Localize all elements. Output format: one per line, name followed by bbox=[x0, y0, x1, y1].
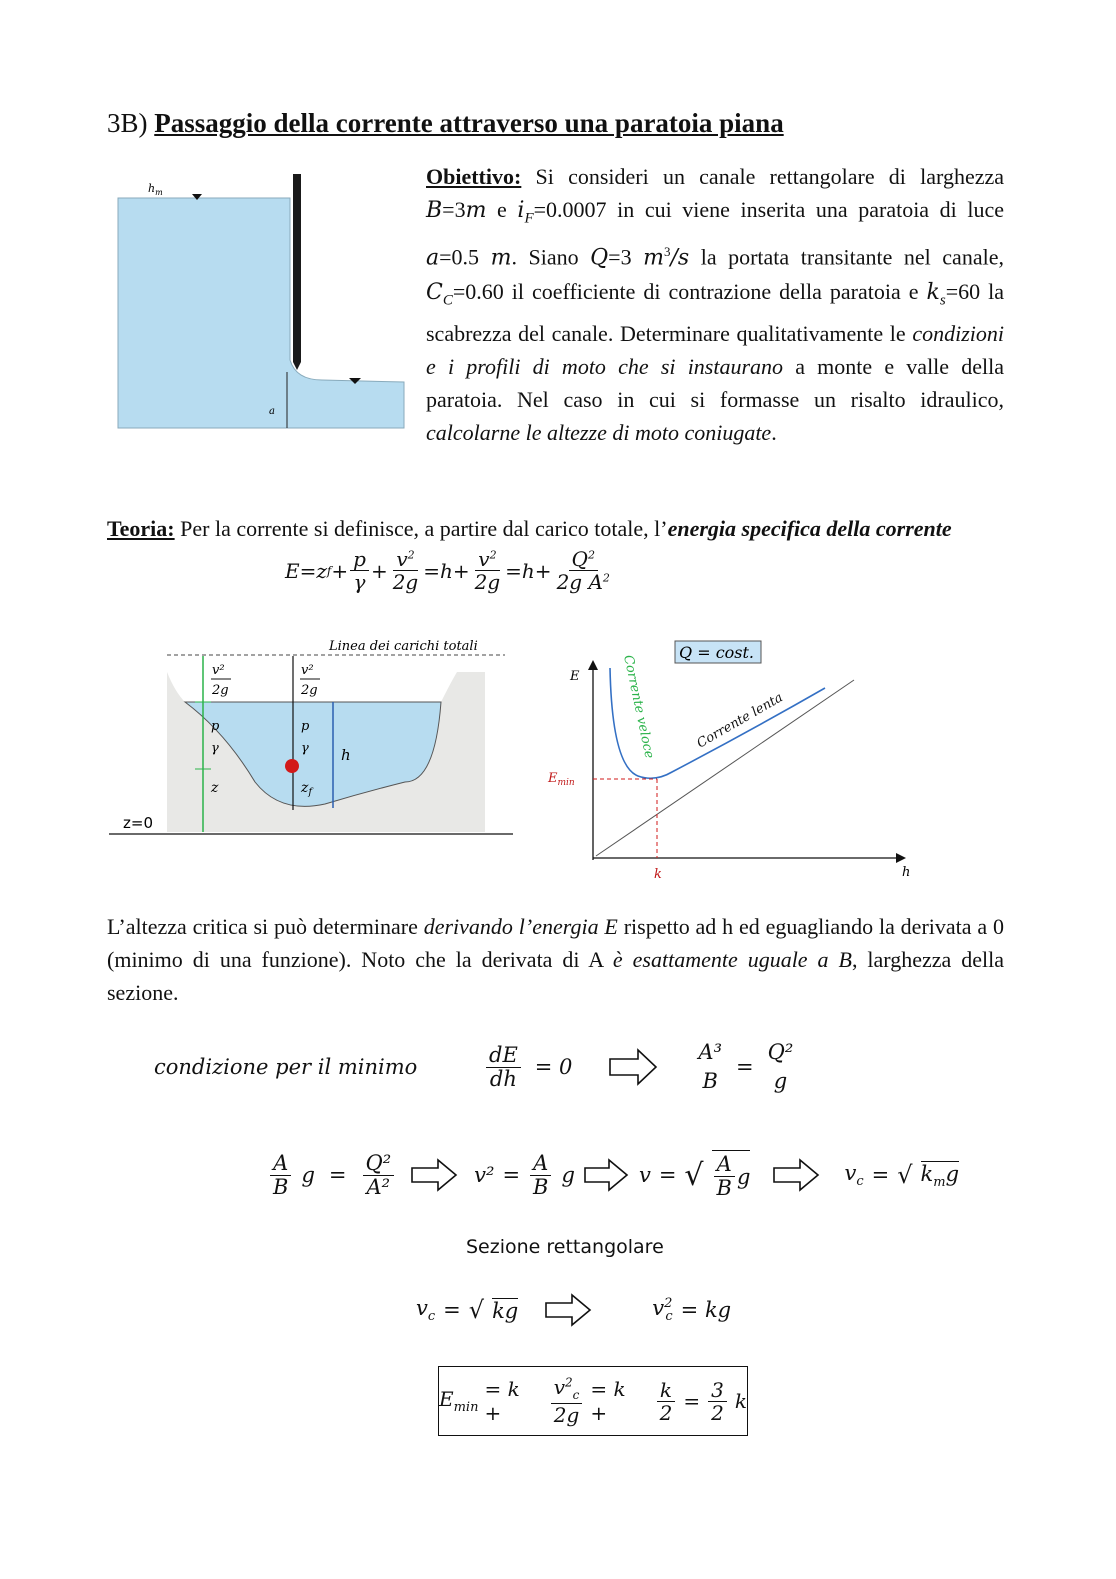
label-zf: $z_f$ bbox=[301, 780, 313, 798]
label-p-left: p bbox=[211, 719, 220, 734]
label-gamma-right: γ bbox=[301, 741, 309, 756]
page-title bbox=[107, 108, 784, 139]
specific-energy-equation: E=z f + $\frac{p}{\gamma}$ + $\frac{v^2}{2g}$ =h+ $\frac{v^2}{2g}$ =h+ $\frac{Q^2}{2g A^2}$ bbox=[285, 547, 610, 594]
theory-paragraph: Teoria: Per la corrente si definisce, a partire dal carico totale, l’energia specifica della corrente bbox=[107, 516, 952, 541]
emin-label: $E_{min}$ bbox=[548, 771, 575, 788]
k-label: k bbox=[654, 867, 662, 882]
formula-row-minimum: condizione per il minimo $\frac{dE}{dh}$ = 0 A³ B = Q² g bbox=[154, 1040, 794, 1094]
arrow-icon bbox=[410, 1157, 460, 1193]
critical-depth-paragraph: L’altezza critica si può determinare derivando l’energia E rispetto ad h ed eguagliando la derivata a 0 (minimo di una funzione). Noto che la derivata di A è esattamente uguale a B, larghezza della sezione. bbox=[107, 914, 1004, 1005]
formula-row-rectangular: $v_c$ = √ kg $v^2_c$ = kg bbox=[416, 1292, 731, 1328]
water-area bbox=[118, 198, 404, 428]
axis-e-label: E bbox=[570, 669, 580, 684]
emin-formula-box: $E_{min}$ = k + $\frac{v^2_c}{2g}$ = k + $\frac{k}{2}$ = $\frac{3}{2}$ k bbox=[438, 1366, 748, 1436]
arrow-icon bbox=[583, 1157, 631, 1193]
theory-heading: Teoria: bbox=[107, 516, 175, 541]
section-label: Sezione rettangolare bbox=[466, 1236, 664, 1258]
arrow-icon bbox=[544, 1292, 594, 1328]
formula-row-velocity: $\frac{A}{B}$ g = $\frac{\text{Q²}}{\text{A²}}$ v² = $\frac{A}{B}$ g v = √ $\frac{A}{B}$ g $v_c$ = √ $k_mg$ bbox=[268, 1150, 959, 1200]
axis-e-arrow bbox=[588, 660, 598, 670]
label-h: h bbox=[341, 746, 351, 764]
axis-h-label: h bbox=[902, 865, 911, 880]
label-gamma-left: γ bbox=[211, 741, 219, 756]
section-number: 3B) bbox=[107, 108, 155, 138]
section-title: Passaggio della corrente attraverso una paratoia piana bbox=[154, 108, 784, 138]
arrow-icon bbox=[608, 1047, 660, 1087]
fast-flow-label: Corrente veloce bbox=[620, 653, 657, 760]
label-hm: $h_m$ bbox=[148, 182, 163, 197]
label-v2-right: v² bbox=[301, 663, 314, 678]
label-v2-left: v² bbox=[212, 663, 225, 678]
objective-heading: Obiettivo: bbox=[426, 164, 522, 189]
label-2g-right: 2g bbox=[301, 683, 318, 698]
label-a: a bbox=[269, 406, 275, 417]
point-marker bbox=[285, 759, 299, 773]
channel-section-figure bbox=[105, 632, 517, 842]
gate-plate bbox=[293, 174, 301, 362]
label-p-right: p bbox=[301, 719, 310, 734]
label-z0: z=0 bbox=[123, 814, 153, 832]
condition-label: condizione per il minimo bbox=[154, 1055, 418, 1080]
energy-chart bbox=[540, 636, 920, 886]
q-label: Q = cost. bbox=[679, 643, 755, 662]
total-head-label: Linea dei carichi totali bbox=[329, 639, 478, 654]
label-z: z bbox=[211, 780, 219, 796]
slow-flow-label: Corrente lenta bbox=[694, 690, 786, 752]
axis-h-arrow bbox=[896, 853, 906, 863]
gate-figure bbox=[112, 170, 412, 440]
label-2g-left: 2g bbox=[212, 683, 229, 698]
objective-paragraph: Obiettivo: Si consideri un canale rettangolare di larghezza B=3m e $i_F=0.0007$ in cui viene inserita una paratoia di luce a=0.5 m. Siano Q=3 $m^3/s$ la portata transitante nel canale, $C_C=0.60$ il coefficiente di contrazione della paratoia e $k_s=60$ la scabrezza del canale. Determinare qualitativamente le condizioni e i profili di moto che si instaurano a monte e valle della paratoia. Nel caso in cui si formasse un risalto idraulico, calcolarne le altezze di moto coniugate. bbox=[426, 164, 1005, 446]
arrow-icon bbox=[772, 1157, 822, 1193]
